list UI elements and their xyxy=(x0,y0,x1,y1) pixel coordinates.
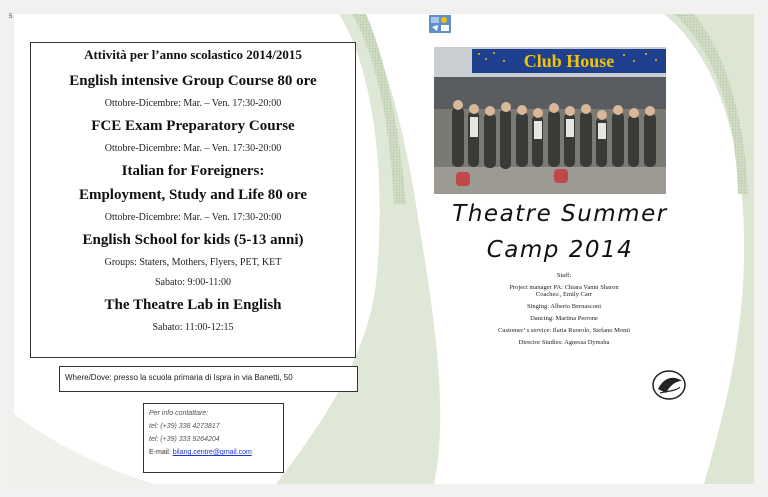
staff-list xyxy=(470,272,658,346)
course-title-line2: Employment, Study and Life 80 ore xyxy=(78,187,308,203)
staff-line: Director Studies: Agnessa Dymsha xyxy=(518,339,610,346)
club-logo-icon xyxy=(429,15,451,33)
contact-heading: Per info contattare: xyxy=(149,410,209,417)
email-link[interactable]: bilang.centre@gmail.com xyxy=(172,449,252,456)
page-number: 5 xyxy=(9,14,13,20)
contact-phone-2: tel: (+39) 333 9264204 xyxy=(149,436,220,443)
course-title: The Theatre Lab in English xyxy=(104,297,282,313)
institute-emblem-icon xyxy=(636,365,702,411)
email-label: E-mail: xyxy=(149,449,173,456)
group-photo xyxy=(434,47,666,194)
club-house-sign: Club House xyxy=(523,51,615,71)
location-text: Where/Dove: presso la scuola primaria di Ispra in via Banetti, 50 xyxy=(65,373,293,382)
course-title: English School for kids (5-13 anni) xyxy=(82,232,304,248)
contact-email-row xyxy=(149,446,283,459)
course-schedule: Ottobre-Dicembre: Mar. – Ven. 17:30-20:00 xyxy=(104,212,282,223)
location-box xyxy=(59,366,358,392)
staff-line: Project manager PA: Chiara Vanni Sharon xyxy=(509,284,619,291)
camp-title-line-2: Camp 2014 xyxy=(486,237,634,263)
staff-heading: Staff: xyxy=(556,272,572,279)
contact-phone-1: tel: (+39) 338 4273817 xyxy=(149,423,220,430)
staff-line: Coaches:, Emily Carr xyxy=(535,291,593,298)
course-title: FCE Exam Preparatory Course xyxy=(91,118,295,134)
course-schedule: Sabato: 11:00-12:15 xyxy=(152,322,234,333)
course-title: Italian for Foreigners: xyxy=(121,163,265,179)
staff-line: Singing: Alberto Bernasconi xyxy=(526,303,602,310)
course-title: English intensive Group Course 80 ore xyxy=(69,73,317,89)
course-schedule: Ottobre-Dicembre: Mar. – Ven. 17:30-20:00 xyxy=(104,98,282,109)
course-groups: Groups: Staters, Mothers, Flyers, PET, KET xyxy=(104,257,282,268)
staff-line: Customer’ s service: Ilaria Ruorolo, Stefano Monti xyxy=(497,327,631,334)
courses-box xyxy=(30,42,356,358)
course-schedule: Ottobre-Dicembre: Mar. – Ven. 17:30-20:00 xyxy=(104,143,282,154)
staff-line: Dancing: Martina Perrone xyxy=(530,315,598,322)
courses-heading: Attività per l’anno scolastico 2014/2015 xyxy=(84,47,302,62)
camp-title xyxy=(440,196,680,268)
camp-title-line-1: Theatre Summer xyxy=(452,201,668,227)
contact-box xyxy=(143,403,284,473)
course-schedule: Sabato: 9:00-11:00 xyxy=(154,277,231,288)
